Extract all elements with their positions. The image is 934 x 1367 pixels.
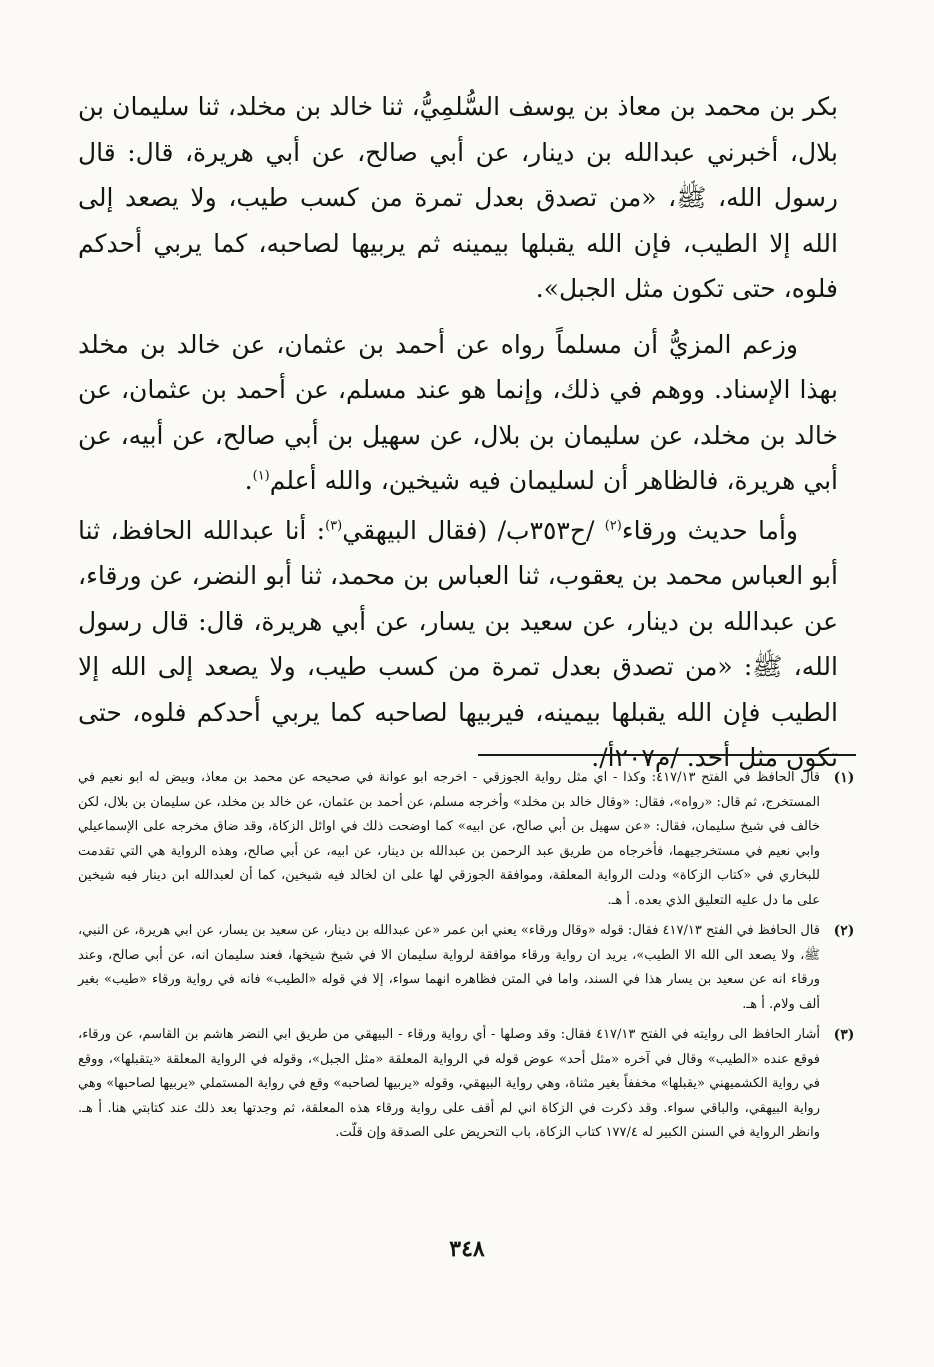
footnote-2 <box>78 919 868 1017</box>
paragraph-3-text-b: /ح٣٥٣ب/ (فقال البيهقي <box>342 515 605 545</box>
footnote-number: (٣) <box>833 1027 855 1043</box>
paragraph-1: بكر بن محمد بن معاذ بن يوسف السُّلمِيُّ، ثنا خالد بن مخلد، ثنا سليمان بن بلال، أخبرني عبدالله بن دينار، عن أبي صالح، عن أبي هريرة، قال: قال رسول الله، ﷺ، «من تصدق بعدل تمرة من كسب طيب، ولا يصعد إلى الله إلا الطيب، فإن الله يقبلها بيمينه ثم يربيها لصاحبه، كما يربي أحدكم فلوه، حتى تكون مثل الجبل». <box>78 92 838 303</box>
footnote-number: (٢) <box>833 923 855 939</box>
footnote-ref-1: (١) <box>252 468 270 484</box>
footnote-text: قال الحافظ في الفتح ٤١٧/١٣ فقال: قوله «وقال ورقاء» يعني ابن عمر «عن عبدالله بن دينار، عن سعيد بن يسار، عن ابي هريرة، عن النبي، ﷺ، ولا يصعد الى الله الا الطيب»، يريد ان رواية ورقاء موافقة لرواية سليمان الا في شيخ شيخها، فعند سليمان انه، عن أبي صالح، وعند ورقاء انه عن سعيد بن يسار هذا في السند، واما في المتن فظاهره انهما سواء، إلا في قوله «الطيب» فانه في رواية ورقاء «طيب» بغير ألف ولام. أ هـ. <box>77 923 820 1012</box>
footnote-separator <box>478 754 856 756</box>
paragraph-3 <box>78 508 838 781</box>
footnote-ref-3: (٣) <box>325 518 343 534</box>
paragraph-3-text-c: : أنا عبدالله الحافظ، ثنا أبو العباس محمد بن يعقوب، ثنا العباس بن محمد، ثنا أبو النضر، عن ورقاء، عن عبدالله بن دينار، عن سعيد بن يسار، عن أبي هريرة، قال: قال رسول الله، ﷺ: «من تصدق بعدل تمرة من كسب طيب، ولا يصعد إلى الله إلا الطيب فإن الله يقبلها بيمينه، فيربيها لصاحبه كما يربي أحدكم فلوه، حتى تكون مثل أحد. /م٢٠٧أ/. <box>78 515 838 772</box>
paragraph-2-end: . <box>244 466 253 495</box>
paragraph-2 <box>78 322 838 504</box>
footnotes <box>78 766 868 1152</box>
footnote-text: قال الحافظ في الفتح ٤١٧/١٣: وكذا - اي مثل رواية الجوزقي - اخرجه ابو عوانة في صحيحه عن محمد بن معاذ، وبيض له ابو نعيم في المستخرج، ثم قال: «رواه»، فقال: «وقال خالد بن مخلد» وأخرجه مسلم، عن أحمد بن عثمان، عن خالد بن مخلد، عن سليمان بن بلال، لكن خالف في شيخ سليمان، فقال: «عن سهيل بن أبي صالح، عن ابيه» كما اوضحت ذلك في اوائل الزكاة، وقد ضاق مخرجه على الإسماعيلي وابي نعيم في مستخرجيهما، فأخرجاه من طريق عبد الرحمن بن عبدالله بن دينار، عن ابيه، عن أبي صالح، وهذه الرواية هي التي تقدمت للبخاري في «كتاب الزكاة» ودلت الرواية المعلقة، وموافقة الجوزقي لها على ان لخالد فيه شيخين، كما أن لعبدالله ابن دينار فيه شيخين على ما دل عليه التعليق الذي بعده. أ هـ. <box>78 770 821 908</box>
paragraph-2-text: وزعم المزيُّ أن مسلماً رواه عن أحمد بن عثمان، عن خالد بن مخلد بهذا الإسناد. ووهم في ذلك، وإنما هو عند مسلم، عن أحمد بن عثمان، عن خالد بن مخلد، عن سليمان بن بلال، عن سهيل بن أبي صالح، عن أبيه، عن أبي هريرة، فالظاهر أن لسليمان فيه شيخين، والله أعلم <box>78 329 838 495</box>
page-number: ٣٤٨ <box>449 1236 485 1262</box>
footnote-text: أشار الحافظ الى روايته في الفتح ٤١٧/١٣ فقال: وقد وصلها - أي رواية ورقاء - البيهقي من طريق ابي النضر هاشم بن القاسم، عن ورقاء، فوقع عنده «الطيب» وقال في آخره «مثل أحد» عوض قوله في الرواية المعلقة «مثل الجبل»، وقوله في الرواية المعلقة «يتقبلها»، ووقع في رواية الكشميهني «يقبلها» مخففاً بغير مثناة، وهي رواية البيهقي، وقوله «يربيها لصاحبه» وقع في رواية المستملي «يربيها لصاحبها» وهي رواية البيهقي، والباقي سواء. وقد ذكرت في الزكاة اني لم أقف على رواية ورقاء هذه المعلقة، ثم وجدتها بعد ذلك عند كتابتي هنا. أ هـ. وانظر الرواية في السنن الكبير له ١٧٧/٤ كتاب الزكاة، باب التحريض على الصدقة وإن قلّت. <box>78 1027 820 1140</box>
footnote-ref-2: (٢) <box>604 518 622 534</box>
footnote-number: (١) <box>833 770 855 786</box>
main-text <box>78 84 838 781</box>
footnote-1 <box>78 766 868 913</box>
footnote-3 <box>78 1023 868 1146</box>
paragraph-3-text-a: وأما حديث ورقاء <box>621 515 798 545</box>
page-body <box>78 84 838 781</box>
